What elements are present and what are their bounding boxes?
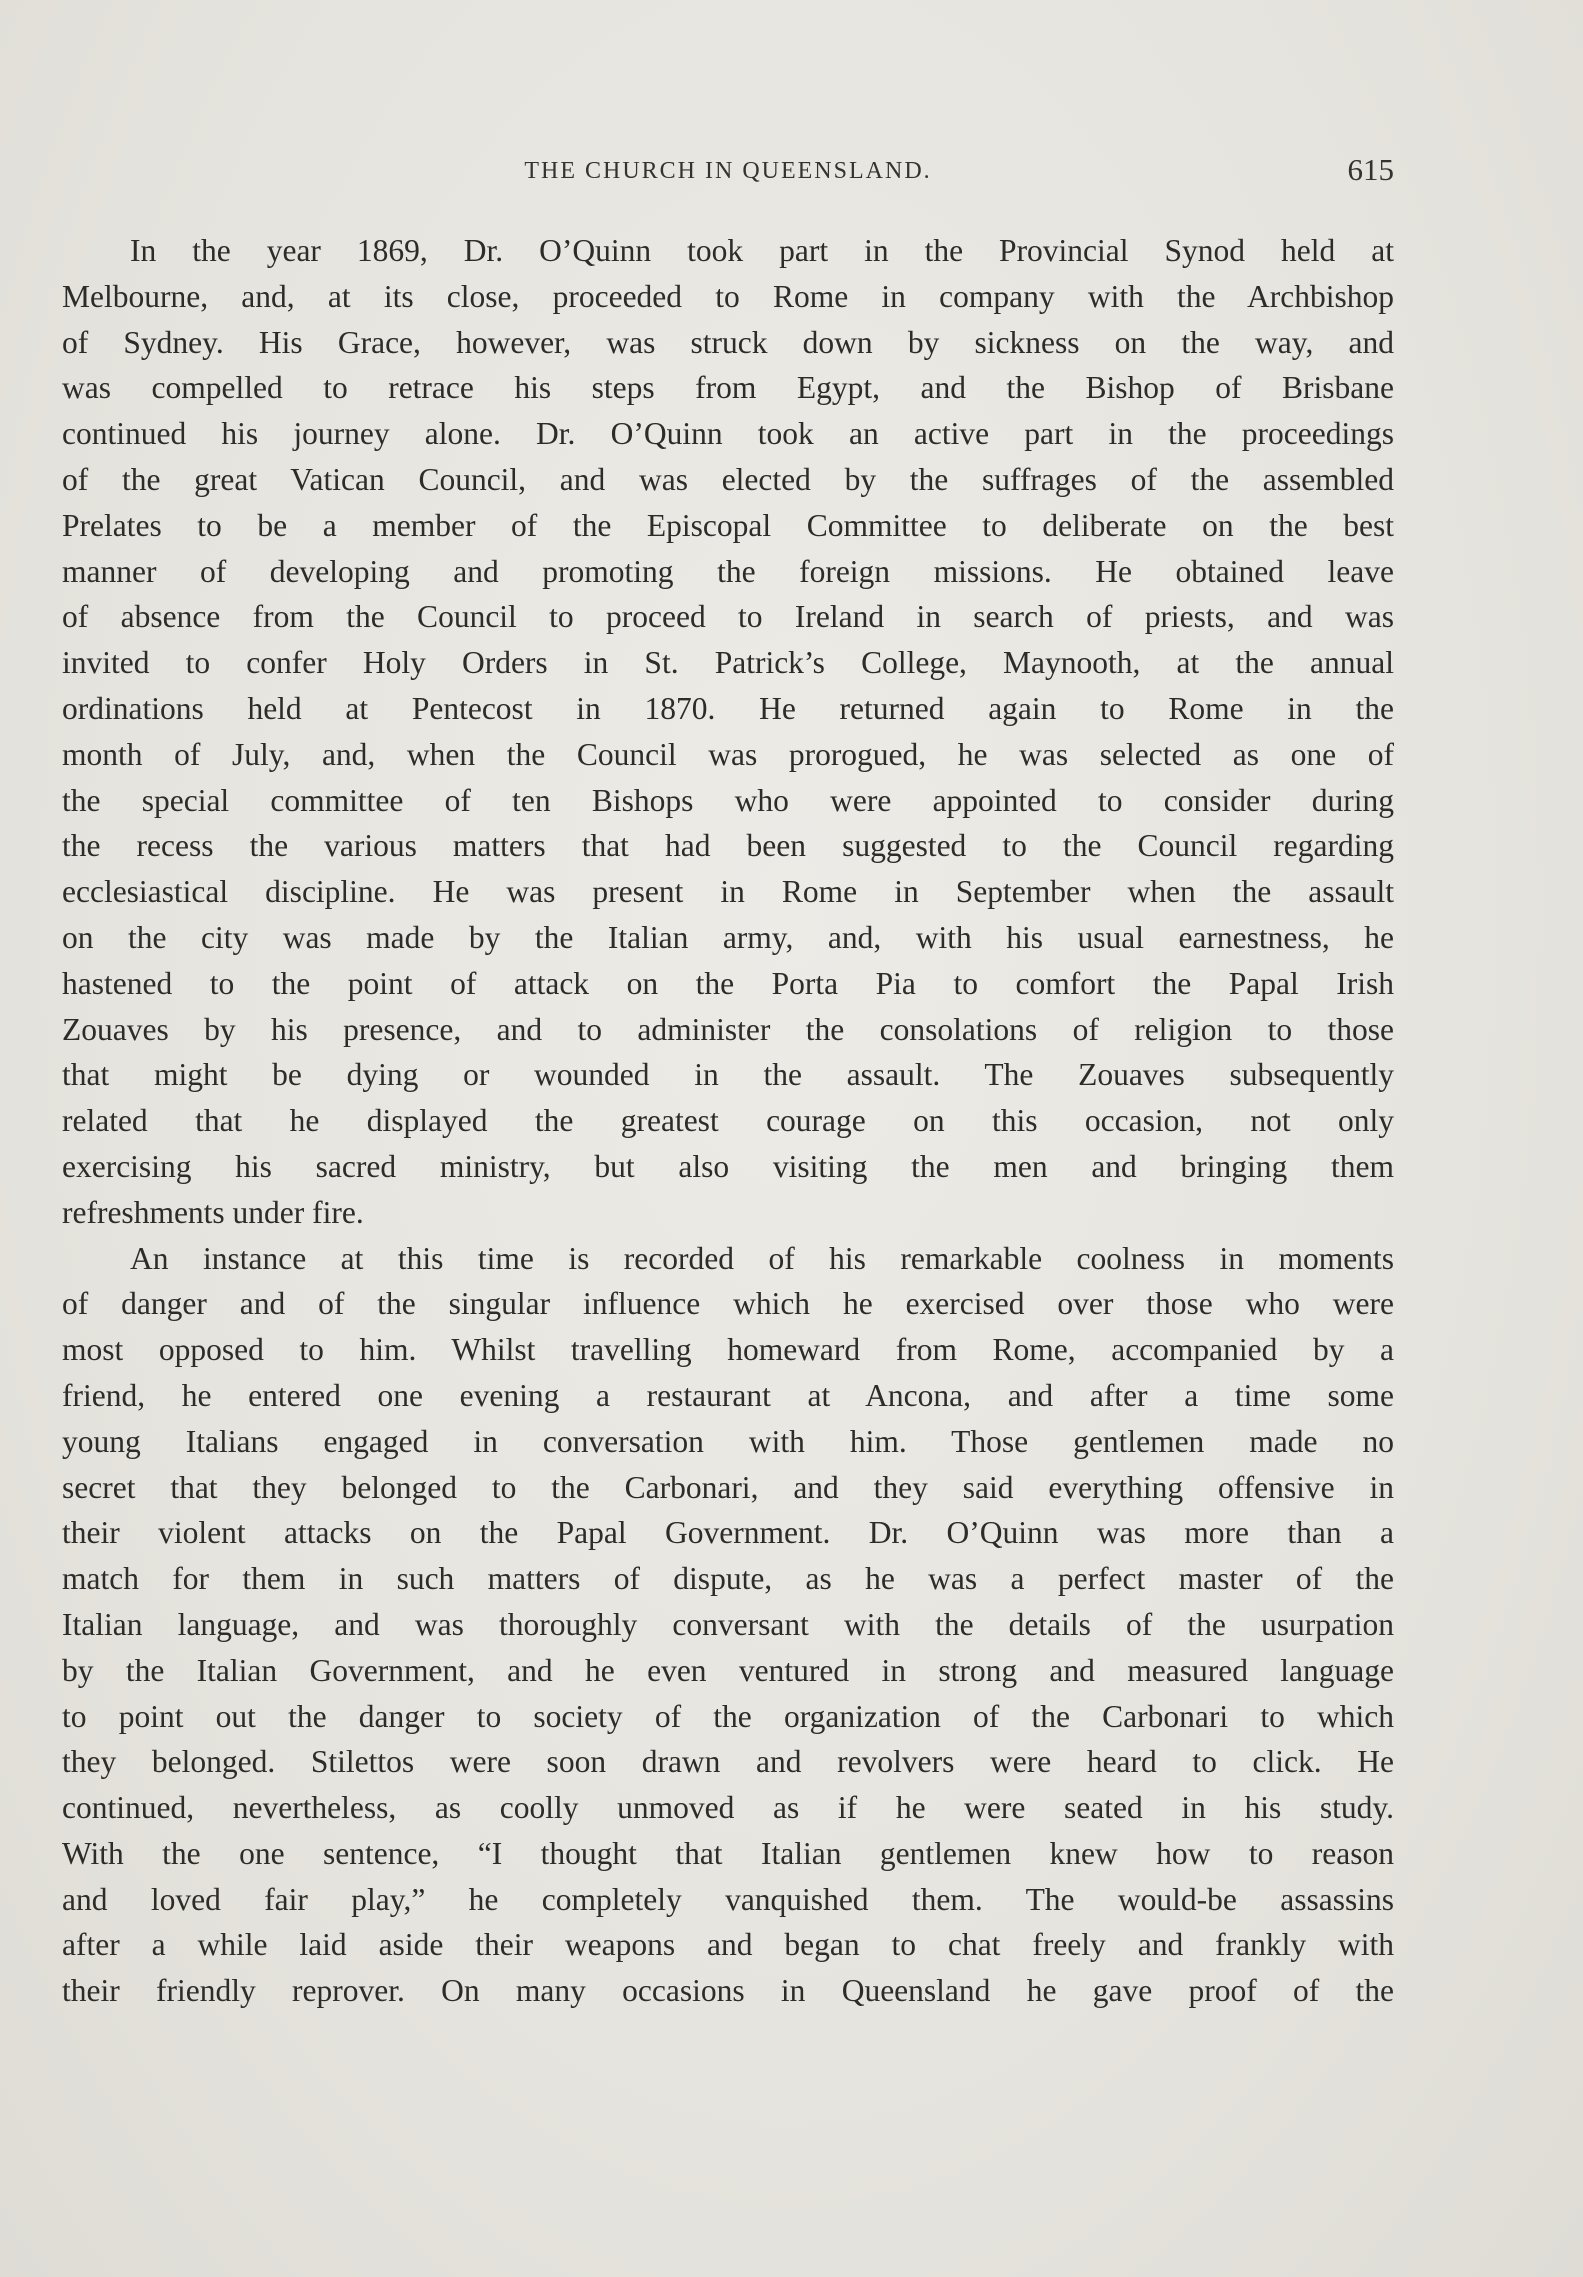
- text-line: after a while laid aside their weapons and began to chat freely and frankly with: [62, 1927, 1394, 1963]
- text-line: related that he displayed the greatest courage on this occasion, not only: [62, 1103, 1394, 1139]
- text-line: the special committee of ten Bishops who were appointed to consider during: [62, 782, 1394, 818]
- text-line: An instance at this time is recorded of his remarkable coolness in moments: [130, 1240, 1394, 1276]
- text-line: With the one sentence, “I thought that Italian gentlemen knew how to reason: [62, 1835, 1394, 1871]
- text-line: young Italians engaged in conversation with him. Those gentlemen made no: [62, 1423, 1394, 1459]
- text-line: the recess the various matters that had been suggested to the Council regarding: [62, 828, 1394, 864]
- text-line: Italian language, and was thoroughly conversant with the details of the usurpation: [62, 1606, 1394, 1642]
- text-line: Zouaves by his presence, and to administer the consolations of religion to those: [62, 1011, 1394, 1047]
- running-head: [62, 150, 1394, 194]
- text-line: ecclesiastical discipline. He was present in Rome in September when the assault: [62, 874, 1394, 910]
- text-line: that might be dying or wounded in the assault. The Zouaves subsequently: [62, 1057, 1394, 1093]
- text-line: match for them in such matters of dispute, as he was a perfect master of the: [62, 1561, 1394, 1597]
- text-line: their violent attacks on the Papal Government. Dr. O’Quinn was more than a: [62, 1515, 1394, 1551]
- text-line: they belonged. Stilettos were soon drawn and revolvers were heard to click. He: [62, 1744, 1394, 1780]
- text-line: to point out the danger to society of the organization of the Carbonari to which: [62, 1698, 1394, 1734]
- text-line: exercising his sacred ministry, but also visiting the men and bringing them: [62, 1148, 1394, 1184]
- text-line: In the year 1869, Dr. O’Quinn took part in the Provincial Synod held at: [130, 233, 1394, 268]
- text-line: and loved fair play,” he completely vanquished them. The would-be assassins: [62, 1881, 1394, 1917]
- text-line: continued, nevertheless, as coolly unmoved as if he were seated in his study.: [62, 1790, 1394, 1826]
- running-title: THE CHURCH IN QUEENSLAND.: [524, 158, 932, 184]
- body-text: [62, 228, 1394, 2014]
- text-line: of the great Vatican Council, and was elected by the suffrages of the assembled: [62, 461, 1394, 497]
- text-line: of Sydney. His Grace, however, was struck down by sickness on the way, and: [62, 324, 1394, 360]
- text-line: secret that they belonged to the Carbonari, and they said everything offensive in: [62, 1469, 1394, 1505]
- text-line: on the city was made by the Italian army, and, with his usual earnestness, he: [62, 919, 1394, 955]
- text-line: refreshments under fire.: [62, 1194, 364, 1230]
- text-line: was compelled to retrace his steps from Egypt, and the Bishop of Brisbane: [62, 370, 1394, 406]
- text-line: Prelates to be a member of the Episcopal Committee to deliberate on the best: [62, 507, 1394, 543]
- text-line: of absence from the Council to proceed to Ireland in search of priests, and was: [62, 599, 1394, 635]
- page-number: 615: [1347, 152, 1394, 187]
- text-line: Melbourne, and, at its close, proceeded to Rome in company with the Archbishop: [62, 278, 1394, 314]
- text-line: most opposed to him. Whilst travelling homeward from Rome, accompanied by a: [62, 1332, 1394, 1368]
- text-line: of danger and of the singular influence which he exercised over those who were: [62, 1286, 1394, 1322]
- text-line: friend, he entered one evening a restaurant at Ancona, and after a time some: [62, 1377, 1394, 1413]
- text-line: invited to confer Holy Orders in St. Patrick’s College, Maynooth, at the annual: [62, 645, 1394, 681]
- text-line: manner of developing and promoting the foreign missions. He obtained leave: [62, 553, 1394, 589]
- text-line: month of July, and, when the Council was prorogued, he was selected as one of: [62, 736, 1394, 772]
- text-line: hastened to the point of attack on the Porta Pia to comfort the Papal Irish: [62, 965, 1394, 1001]
- text-line: by the Italian Government, and he even ventured in strong and measured language: [62, 1652, 1394, 1688]
- text-line: their friendly reprover. On many occasions in Queensland he gave proof of the: [62, 1973, 1394, 2009]
- text-line: ordinations held at Pentecost in 1870. He returned again to Rome in the: [62, 690, 1394, 726]
- text-line: continued his journey alone. Dr. O’Quinn took an active part in the proceedings: [62, 416, 1394, 452]
